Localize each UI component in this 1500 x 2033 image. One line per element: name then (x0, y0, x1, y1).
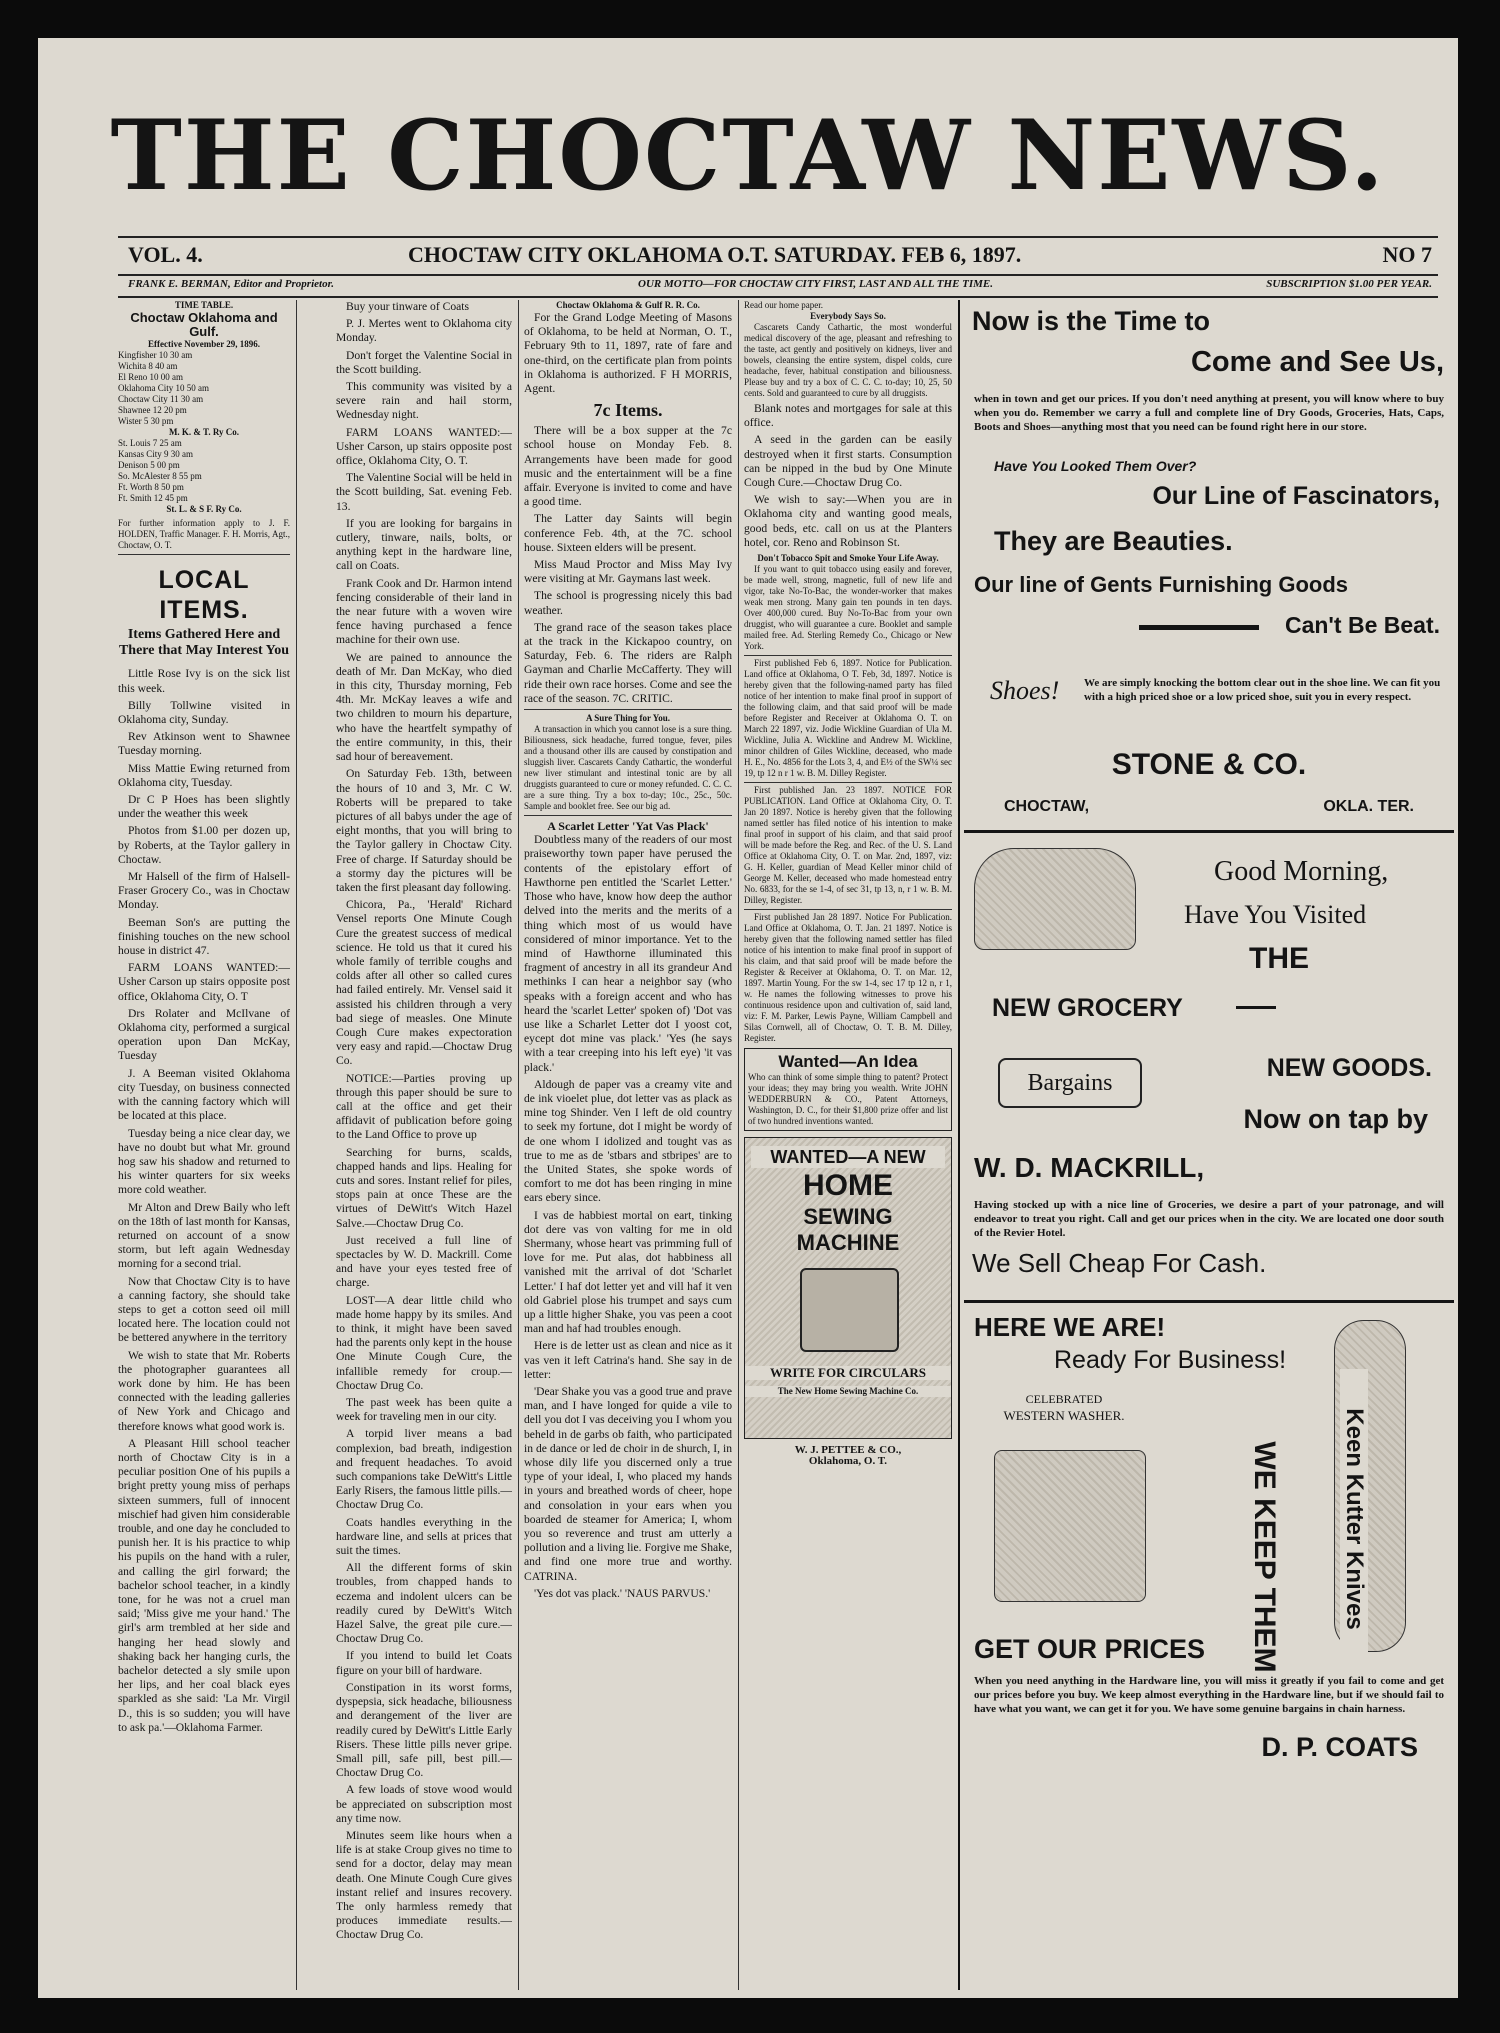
column-2 (336, 300, 512, 1990)
dash-divider (1139, 625, 1259, 630)
news-item: The Valentine Social will be held in the Scott building, Sat. evening Feb. 13. (336, 471, 512, 513)
ad-text: Read our home paper. (744, 300, 823, 310)
legal-notice: First published Jan 28 1897. Notice For Publication. Land Office at Oklahoma, O. T. Jan. 21 1897. Notice is hereby given that the following named settler has filed notice of his intention to make final proof in support of his claim, and that said proof will be made before the Register & Receiver at Oklahoma, O. T. on Mar. 12, 1897. Martin Young. For the sw 1-4, sec 17 tp 12 n, r 1, w. He names the following witnesses to prove his continuous residence upon and cultivation of, said land, viz: F. M. Parker, Lewis Payne, William Campbell and Silas Cornwell, all of Choctaw, O. T. B. M. Dilley, Register. (744, 909, 952, 1044)
news-item: We wish to state that Mr. Roberts the photographer guarantees all work done by him. He has been connected with the leading galleries of New York and Chicago and therefore knows what good work is. (118, 1348, 290, 1433)
coats-keep-them: WE KEEP THEM (1248, 1441, 1281, 1673)
news-item: The school is progressing nicely this bad weather. (524, 589, 732, 617)
local-items-subheading: Items Gathered Here and There that May Interest You (118, 627, 290, 659)
volume: VOL. 4. (128, 242, 203, 267)
ad-heading: A Sure Thing for You. (524, 709, 732, 724)
news-item: There will be a box supper at the 7c school house on Monday Feb. 8. Arrangements have been made for good music and the entertainment will be a fine affair. Everyone is invited to come and have a good time. (524, 424, 732, 509)
wanted-idea-text: Who can think of some simple thing to patent? Protect your ideas; they may bring you wealth. Write JOHN WEDDERBURN & CO., Patent Attorneys, Washington, D. C., for their $1,800 prize offer and list of two hundred inventions wanted. (748, 1072, 948, 1127)
issue-number: NO 7 (1382, 242, 1432, 267)
news-item: For the Grand Lodge Meeting of Masons of Oklahoma, to be held at Norman, O. T., February 9th to 11, 1897, rate of fare and one-third, on the certificate plan from points in Oklahoma is authorized. F H MORRIS, Agent. (524, 311, 732, 396)
column-rule (958, 300, 960, 1990)
sewing-machine-illustration (800, 1268, 899, 1352)
story-paragraph: I vas de habbiest mortal on eart, tinking dot dere vas von valting for me in old Shermany, whose heart vas primming full of love for me. Put alas, dot habbiness all vanished mit the arrival of dot 'Scharlet Letter.' I haf dot letter yet and vill haf it ven old Gabriel plose his trumpet and says cum up a little higher Shake, you vas peen a coot man and haf had troubles enough. (524, 1208, 732, 1336)
news-item: Drs Rolater and McIlvane of Oklahoma city, performed a surgical operation upon Dan McKay, Tuesday (118, 1006, 290, 1063)
news-item: FARM LOANS WANTED:—Usher Carson, up stairs opposite post office, Oklahoma City, O. T. (336, 425, 512, 468)
local-items-heading: LOCAL ITEMS. (158, 566, 250, 625)
timetable-title: Choctaw Oklahoma and Gulf. (130, 310, 278, 340)
news-item: Searching for burns, scalds, chapped hands and lips. Healing for cuts and sores. Instant relief for piles, stops pain at once These are the virtues of DeWitt's Witch Hazel Salve.—Choctaw Drug Co. (336, 1145, 512, 1230)
news-item: Dr C P Hoes has been slightly under the weather this week (118, 793, 290, 821)
coats-keen-kutter: Keen Kutter Knives (1340, 1369, 1368, 1669)
dateline (118, 236, 1438, 276)
news-item: We wish to say:—When you are in Oklahoma city and wanting good meals, good beds, etc. call on us at the Planters hotel, cor. Reno and Robinson St. (744, 493, 952, 549)
sewing-ad-line: SEWING (803, 1204, 893, 1230)
news-item: The Latter day Saints will begin conference Feb. 4th, at the 7C. school house. Sixteen elders will be present. (524, 512, 732, 554)
sewing-dealer: W. J. PETTEE & CO., (794, 1444, 902, 1457)
place-date: CHOCTAW CITY OKLAHOMA O.T. SATURDAY. FEB 6, 1897. (408, 242, 1022, 267)
news-item: Rev Atkinson went to Shawnee Tuesday morning. (118, 730, 290, 758)
dog-illustration (974, 848, 1136, 950)
timetable-footer: For further information apply to J. F. HOLDEN, Traffic Manager. F. H. Morris, Agt., Choctaw, O. T. (118, 518, 290, 551)
sewing-ad-line: WANTED—A NEW (751, 1146, 945, 1168)
ad-divider (964, 830, 1454, 833)
mackrill-name: W. D. MACKRILL, (974, 1152, 1205, 1183)
news-item: Chicora, Pa., 'Herald' Richard Vensel reports One Minute Cough Cure the greatest success of medical science. He told us that it cured his whole family of terrible coughs and colds after all other so called cures had failed entirely. Mr. Vensel said it assisted his children through a very bad siege of measles. One Minute Cough Cure makes expectoration very easy and rapid.—Choctaw Drug Co. (336, 898, 512, 1068)
stone-ad-come: Come and See Us, (1190, 346, 1444, 378)
motto: OUR MOTTO—FOR CHOCTAW CITY FIRST, LAST AND ALL THE TIME. (638, 278, 994, 290)
timetable-row: Oklahoma City 10 50 am (118, 383, 209, 394)
7c-items-heading: 7c Items. (593, 400, 663, 421)
news-item: Photos from $1.00 per dozen up, by Roberts, at the Taylor gallery in Choctaw. (118, 824, 290, 866)
wanted-idea-ad (744, 1048, 952, 1131)
news-item: Tuesday being a nice clear day, we have no doubt but what Mr. ground hog saw his shadow and returned to his winter quarters for six weeks more cold weather. (118, 1126, 290, 1197)
coats-here-we-are: HERE WE ARE! (974, 1312, 1166, 1342)
timetable-heading: TIME TABLE. (174, 300, 234, 310)
stone-ad-beat: Can't Be Beat. (1284, 612, 1440, 638)
sewing-ad-line: HOME (803, 1169, 893, 1203)
ad-divider (964, 1300, 1454, 1303)
news-item: Miss Maud Proctor and Miss May Ivy were visiting at Mr. Gaymans last week. (524, 558, 732, 586)
coats-get-prices: GET OUR PRICES (974, 1634, 1206, 1664)
ad-heading: Everybody Says So. (810, 311, 886, 321)
timetable-row: El Reno 10 00 am (118, 372, 183, 383)
stone-ad-intro: when in town and get our prices. If you don't need anything at present, you will know where to buy when you do. Remember we carry a full and complete line of Dry Goods, Groceries, Hats, Caps, Boots and Shoes—anything most that you need can be found right here in our store. (974, 393, 1444, 433)
news-item: On Saturday Feb. 13th, between the hours of 10 and 3, Mr. C W. Roberts will be prepared to take pictures of all babys under the age of eight months, that you will bring to the Taylor gallery in Choctaw City. Free of charge. If Saturday should be a stormy day the pictures will be taken the first pleasant day following. (336, 767, 512, 894)
news-item: A few loads of stove wood would be appreciated on subscription most any time now. (336, 1783, 512, 1825)
story-heading: A Scarlet Letter 'Yat Vas Plack' (524, 815, 732, 833)
news-item: We are pained to announce the death of Mr. Dan McKay, who died in this city, Thursday morning, Feb 4th. Mr. McKay leaves a wife and two children to mourn his departure, who have the heartfelt sympathy of the entire community, in this, their sad hour of bereavement. (336, 650, 512, 764)
stone-ad-choctaw: CHOCTAW, (1004, 798, 1090, 815)
news-item: Constipation in its worst forms, dyspepsia, sick headache, biliousness and derangement of the liver are readily cured by DeWitt's Little Early Risers. These little pills never gripe. Small pill, safe pill, best pill.—Choctaw Drug Co. (336, 1680, 512, 1780)
news-item: J. A Beeman visited Oklahoma city Tuesday, on business connected with the canning factory which will be located at this place. (118, 1066, 290, 1123)
news-item: If you are looking for bargains in cutlery, tinware, nails, bolts, or anything kept in the hardware line, call on Coats. (336, 516, 512, 573)
washer-illustration (994, 1450, 1146, 1602)
news-item: Buy your tinware of Coats (346, 300, 470, 313)
arrow-icon (1236, 1006, 1276, 1009)
sewing-machine-ad (744, 1137, 952, 1439)
timetable-row: St. Louis 7 25 am (118, 438, 182, 449)
ad-heading: Don't Tobacco Spit and Smoke Your Life Away. (757, 553, 939, 564)
news-item: The grand race of the season takes place at the track in the Kickapoo country, on Saturday, Feb. 6. The riders are Ralph Gayman and Charlie McCafferty. They will ride their own race horses. Come and see the race of the season. 7C. CRITIC. (524, 620, 732, 705)
mackrill-bargains: Bargains (998, 1058, 1142, 1108)
mackrill-now-on-tap: Now on tap by (1243, 1104, 1428, 1134)
news-item: Minutes seem like hours when a life is at stake Croup gives no time to send for a doctor, delay may mean death. One Minute Cough Cure gives instant relief and insures recovery. The only harmless remedy that produces immediate results.—Choctaw Drug Co. (336, 1828, 512, 1942)
editor: FRANK E. BERMAN, Editor and Proprietor. (128, 278, 334, 290)
timetable-row: Ft. Smith 12 45 pm (118, 493, 188, 504)
sewing-ad-line: WRITE FOR CIRCULARS (745, 1366, 951, 1380)
legal-notice: First published Feb 6, 1897. Notice for Publication. Land office at Oklahoma, O T. Feb, 3d, 1897. Notice is hereby given that the following-named party has filed notice of her intention to make final proof in support of the following claim, and that said proof will be made before Register and Receiver at Oklahoma O. T. on March 22 1897, viz. Jodie Wickline Guardian of Ula M. Wickline, Julia A. Wickline and Andrew M. Wickline, minor children of Giles Wickline, deceased, who made H. E., No. 4856 for the Lots 3, 4, and E½ of the SW¼ sec 19, tp 12 n r 1 w. B. M. Dilley Register. (744, 655, 952, 779)
stone-ad-now: Now is the Time to (972, 306, 1211, 336)
news-item: Blank notes and mortgages for sale at this office. (744, 402, 952, 430)
news-item: P. J. Mertes went to Oklahoma city Monday. (336, 317, 512, 345)
railroad-notice-heading: Choctaw Oklahoma & Gulf R. R. Co. (556, 300, 700, 310)
stone-ad-okla: OKLA. TER. (1323, 798, 1414, 815)
timetable-row: M. K. & T. Ry Co. (168, 427, 240, 438)
timetable-row: Shawnee 12 20 pm (118, 405, 187, 416)
news-item: Beeman Son's are putting the finishing touches on the new school house in district 47. (118, 915, 290, 958)
news-item: Don't forget the Valentine Social in the Scott building. (336, 348, 512, 376)
ad-text: A transaction in which you cannot lose is a sure thing. Biliousness, sick headache, furred tongue, fever, piles and a thousand other ills are caused by constipation and sluggish liver. Cascarets Candy Cathartic, the wonderful new liver stimulant and intestinal tonic are by all druggists guaranteed to cure or money refunded. C. C. C. are a sure thing. Try a box to-day; 10c., 25c., 50c. Sample and booklet free. See our big ad. (524, 724, 732, 812)
newspaper-page (38, 38, 1458, 1998)
stone-ad-looked: Have You Looked Them Over? (994, 458, 1197, 474)
timetable-rows (118, 350, 290, 555)
mackrill-new-grocery: NEW GROCERY (992, 994, 1183, 1022)
story-paragraph: Here is de letter ust as clean and nice as it vas ven it left Catrina's hand. She say in de letter: (524, 1339, 732, 1381)
news-item: Mr Halsell of the firm of Halsell-Fraser Grocery Co., was in Choctaw Monday. (118, 870, 290, 912)
column-rule (738, 300, 739, 1990)
news-item: Coats handles everything in the hardware line, and sells at prices that suit the times. (336, 1515, 512, 1558)
column-1 (118, 300, 290, 1990)
stone-ad-fascinators: Our Line of Fascinators, (1152, 482, 1440, 510)
news-item: Billy Tollwine visited in Oklahoma city, Sunday. (118, 698, 290, 727)
ad-text: If you want to quit tobacco using easily and forever, be made well, strong, magnetic, full of new life and vigor, take No-To-Bac, the wonder-worker that makes weak men strong. Many gain ten pounds in ten days. Over 400,000 cured. Buy No-To-Bac from your own druggist, who will guarantee a cure. Booklet and sample mailed free. Ad. Sterling Remedy Co., Chicago or New York. (744, 564, 952, 652)
mackrill-good-morning: Good Morning, (1214, 856, 1389, 887)
timetable-row: Choctaw City 11 30 am (118, 394, 204, 405)
news-item: This community was visited by a severe rain and hail storm, Wednesday night. (336, 380, 512, 422)
news-item: NOTICE:—Parties proving up through this paper should be sure to call at the office and get their affidavit of publication before going to the Land Office to prove up (336, 1071, 512, 1142)
mackrill-new-goods: NEW GOODS. (1266, 1054, 1432, 1082)
masthead: THE CHOCTAW NEWS. (110, 99, 1386, 212)
coats-ready: Ready For Business! (1054, 1346, 1287, 1374)
news-item: Miss Mattie Ewing returned from Oklahoma city, Tuesday. (118, 761, 290, 789)
news-item: Now that Choctaw City is to have a canning factory, she should take steps to get a cotton seed oil mill located here. The location could not be bettered anywhere in the territory (118, 1274, 290, 1345)
column-4 (744, 300, 952, 1990)
news-item: Just received a full line of spectacles by W. D. Mackrill. Come and have your eyes tested free of charge. (336, 1233, 512, 1290)
story-paragraph: 'Dear Shake you vas a good true and prave man, and I have longed for quide a vile to dell you dot I vas deceiving you I whom you beheld in de garbs ob faith, who participated in de dance or led de choir in de shurch, I, in whose dily life you discerned only a true type of your ideal, I, who placed my hands in yours and breathed words of cheer, hope and consolation in your ears when you boarded de steamer for America; I, whom you so reverence and trust am utterly a pollution and a living lie. Forgive me Shake, and find one more true and worthy. CATRINA. (524, 1385, 732, 1583)
coats-hardware-text: When you need anything in the Hardware line, you will miss it greatly if you fail to come and get our prices before you buy. We keep almost everything in the Hardware line, but if we should fail to have what you want, we can get it for you. We have some genuine bargains in chain harness. (974, 1675, 1444, 1715)
news-item: The past week has been quite a week for traveling men in our city. (336, 1396, 512, 1424)
news-item: A torpid liver means a bad complexion, bad breath, indigestion and frequent headaches. To avoid such companions take DeWitt's Little Early Risers, the famous little pills.—Choctaw Drug Co. (336, 1427, 512, 1512)
story-paragraph: Aldough de paper vas a creamy vite and de ink vioelet plue, dot letter vas as plack as mine tog Shinder. Ven I left de old country to seek my fortune, dot I might be wordy of de one whom I idolized and tought vas as true to me as de 'stbars and stbripes' are to the United States, she spoke words of comfort to me dot has been ringing in mine ears ebery since. (524, 1077, 732, 1205)
mackrill-sell-cheap: We Sell Cheap For Cash. (972, 1248, 1267, 1278)
news-item: Little Rose Ivy is on the sick list this week. (118, 667, 290, 695)
subscription: SUBSCRIPTION $1.00 PER YEAR. (1266, 278, 1432, 290)
sewing-ad-line: MACHINE (796, 1230, 900, 1256)
news-item: FARM LOANS WANTED:—Usher Carson up stairs opposite post office, Oklahoma City, O. T (118, 961, 290, 1003)
timetable-row: St. L. & S F. Ry Co. (166, 504, 242, 515)
timetable-row: Denison 5 00 pm (118, 460, 180, 471)
column-3 (524, 300, 732, 1990)
news-item: LOST—A dear little child who made home happy by its smiles. And to think, it might have been saved had the parents only kept in the house One Minute Cough Cure, the infallible remedy for croup.—Choctaw Drug Co. (336, 1293, 512, 1392)
news-item: Mr Alton and Drew Baily who left on the 18th of last month for Kansas, returned on account of a snow storm, but left again Wednesday morning for a second trial. (118, 1200, 290, 1271)
subline (118, 276, 1438, 298)
news-item: If you intend to build let Coats figure on your bill of hardware. (336, 1649, 512, 1677)
stone-ad-name: STONE & CO. (1111, 748, 1307, 781)
timetable-row: Kansas City 9 30 am (118, 449, 193, 460)
story-paragraph: Doubtless many of the readers of our most praiseworthy town paper have perused the contents of the epistolary effort of Hawthorne pen entitled the 'Scarlet Letter.' Those who have, know how deep the author delved into the merits and the merits of a thing which most of us would have considered of minor importance. Yet to the mind of Hawthorne illuminated this fragment of ancestry in all its grandeur And methinks I can hear a neighbor say (who speaks with a foreign accent and who has heard the 'scarlet Letter' spoken of) 'Dot vas use like a Scharlet Letter dot I yoost cot, eycept dot mine vas plack.' 'Yes (he says with a tear creeping into his left eye) 'it vas plack.' (524, 833, 732, 1074)
stone-ad-beauties: They are Beauties. (994, 526, 1233, 556)
news-item: All the different forms of skin troubles, from chapped hands to eczema and indolent ulcers can be readily cured by DeWitt's Witch Hazel Salve, the great pile cure.—Choctaw Drug Co. (336, 1561, 512, 1646)
mackrill-text: Having stocked up with a nice line of Groceries, we desire a part of your patronage, and will endeavor to treat you right. Call and get our prices when in the city. We are located one door south of the Revier Hotel. (974, 1199, 1444, 1239)
column-rule (518, 300, 519, 1990)
mackrill-have-you: Have You Visited (1184, 900, 1367, 929)
timetable-row: Ft. Worth 8 50 pm (118, 482, 184, 493)
coats-name: D. P. COATS (1261, 1732, 1418, 1762)
column-rule (296, 300, 297, 1990)
news-item: A Pleasant Hill school teacher north of Choctaw City is in a peculiar position One of his pupils a bright pretty young miss of perhaps sixteen summers, full of innocent mischief had given him considerable trouble, and one day he concluded to punish her. It is his practice to whip his pupils on the hand with a ruler, and calling the girl forward; the bachelor school teacher, in a kindly tone, for he was not a cruel man said; 'Miss give me your hand.' The girl's arm trembled at her side and hanging her head slowly and shaking back her hanging curls, the bachelor detected a sly smile upon her lips, and her coal black eyes sparkled as she said: 'La Mr. Virgil D., this is so sudden; you will have to ask pa.'—Oklahoma Farmer. (118, 1436, 290, 1734)
timetable-row: Kingfisher 10 30 am (118, 350, 193, 361)
story-paragraph: 'Yes dot vas plack.' 'NAUS PARVUS.' (534, 1586, 711, 1600)
stone-ad-shoes: Shoes! (990, 676, 1060, 705)
timetable-row: Wichita 8 40 am (118, 361, 178, 372)
news-item: A seed in the garden can be easily destroyed when it first starts. Consumption can be nipped in the bud by One Minute Cough Cure.—Choctaw Drug Co. (744, 433, 952, 490)
sewing-ad-line: The New Home Sewing Machine Co. (745, 1386, 951, 1397)
stone-ad-shoes-text: We are simply knocking the bottom clear out in the shoe line. We can fit you with a high priced shoe or a low priced shoe, suit you in every respect. (1084, 677, 1441, 703)
stone-ad-gents: Our line of Gents Furnishing Goods (974, 572, 1348, 597)
sewing-dealer-location: Oklahoma, O. T. (808, 1455, 888, 1468)
mackrill-the: THE (1249, 942, 1309, 975)
legal-notice: First published Jan. 23 1897. NOTICE FOR PUBLICATION. Land Office at Oklahoma City, O. T. Jan 20 1897. Notice is hereby given that the following named settler has filed notice of his intention to make final proof in support of his claim, and that said proof will be made before the Reg. and Rec. of the U. S. Land Office at Oklahoma City, O. T. on Mar. 2nd, 1897, viz: G. H. Keller, guardian of Mead Keller minor child of George M. Keller, deceased who made homestead entry No. 6833, for the se 1-4, of sec 31, tp 13, n, r 1 w. B. M. Dilley, Register. (744, 782, 952, 906)
coats-celebrated: CELEBRATED (1025, 1392, 1103, 1406)
wanted-idea-title: Wanted—An Idea (778, 1052, 918, 1072)
ads-column (964, 300, 1454, 1990)
coats-western-washer: WESTERN WASHER. (1003, 1408, 1125, 1423)
ad-text: Cascarets Candy Cathartic, the most wonderful medical discovery of the age, pleasant and refreshing to the taste, act gently and positively on kidneys, liver and bowels, cleansing the entire system, dispel colds, cure headache, fever, habitual constipation and biliousness. Please buy and try a box of C. C. C. to-day; 10, 25, 50 cents. Sold and guaranteed to cure by all druggists. (744, 322, 952, 398)
timetable-effective: Effective November 29, 1896. (147, 339, 261, 350)
timetable-row: So. McAlester 8 55 pm (118, 471, 202, 482)
timetable-row: Wister 5 30 pm (118, 416, 174, 427)
news-item: Frank Cook and Dr. Harmon intend fencing considerable of their land in the near future with a woven wire fence having purchased a fence machine for their own use. (336, 576, 512, 647)
